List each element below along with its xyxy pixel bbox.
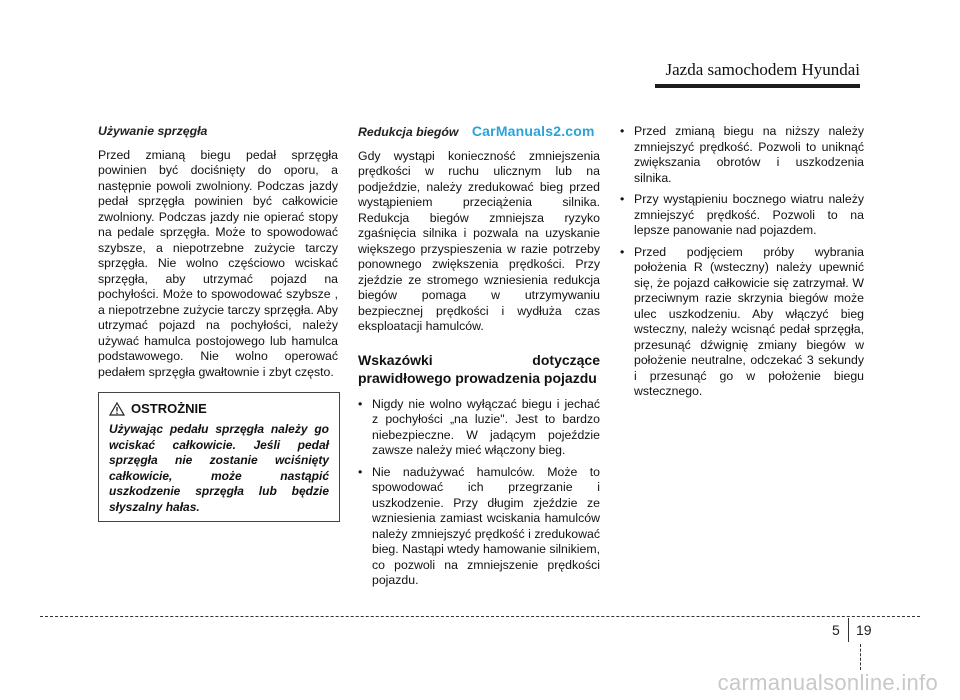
downshift-subhead-row xyxy=(358,124,600,141)
downshift-subhead: Redukcja biegów xyxy=(358,125,459,139)
left-column xyxy=(98,124,338,380)
bullet-icon: • xyxy=(620,124,625,138)
page-vertical-dash xyxy=(860,644,861,670)
list-item: • Nie nadużywać hamulców. Może to spowodować ich przegrzanie i uszkodzenie. Przy długim zjeździe ze wzniesienia zamiast wciskania hamulców należy zmniejszyć prędkość i zredukować bieg. Nastąpi wtedy hamowanie silnikiem, co pozwoli na zmniejszenie prędkości pojazdu. xyxy=(358,464,600,587)
clutch-paragraph: Przed zmianą biegu pedał sprzęgła powinien być dociśnięty do oporu, a następnie powoli zwolniony. Podczas jazdy pedał sprzęgła powinien być całkowicie zwolniony. Podczas jazdy nie opierać stopy na pedale sprzęgła. Może to spowodować szybsze, a niepotrzebne zużycie tarczy sprzęgła. Nie wolno częściowo wciskać sprzęgła, aby utrzymać pojazd na pochyłości. Może to spowodować szybsze , a niepotrzebne zużycie tarczy sprzęgła. Aby utrzymać pojazd na pochyłości, należy używać hamulca postojowego lub hamulca podstawowego. Nie wolno operować pedałem sprzęgła gwałtownie i zbyt często. xyxy=(98,147,338,379)
driving-tips-list xyxy=(358,397,600,589)
page-separator xyxy=(848,618,849,642)
footer-watermark[interactable]: carmanualsonline.info xyxy=(717,670,938,695)
caution-title: OSTROŻNIE xyxy=(131,401,207,416)
list-item: • Przed podjęciem próby wybrania położenia R (wsteczny) należy upewnić się, że pojazd całkowicie się zatrzymał. W przeciwnym razie skrzynia biegów może ulec uszkodzeniu. Aby włączyć bieg wsteczny, należy wcisnąć pedał sprzęgła, przesunąć dźwignię zmiany biegów w położenie neutralne, odczekać 3 sekundy i przesunąć go w położenie biegu wstecznego. xyxy=(620,244,864,398)
caution-header xyxy=(109,401,329,416)
list-item: • Nigdy nie wolno wyłączać biegu i jechać z pochyłości „na luzie". Jest to bardzo niebezpieczne. W jadącym pojeździe zawsze należy mieć włączony bieg. xyxy=(358,396,600,457)
warning-triangle-icon xyxy=(109,402,125,416)
footer-dashed-rule xyxy=(40,616,920,617)
caution-text: Używając pedału sprzęgła należy go wciskać całkowicie. Jeśli pedał sprzęgła nie zostanie wciśnięty całkowicie, może nastąpić uszkodzenie sprzęgła lub będzie słyszalny hałas. xyxy=(109,422,329,514)
bullet-icon: • xyxy=(620,244,625,259)
header-bar xyxy=(655,84,860,88)
right-tips-list xyxy=(620,124,864,400)
driving-tips-title: Wskazówki dotyczące prawidłowego prowadzenia pojazdu xyxy=(358,351,600,386)
clutch-subhead: Używanie sprzęgła xyxy=(98,124,208,138)
caution-box xyxy=(98,392,340,522)
list-item: • Przed zmianą biegu na niższy należy zmniejszyć prędkość. Pozwoli to uniknąć zwiększania obrotów i uszkodzenia silnika. xyxy=(620,124,864,185)
bullet-icon: • xyxy=(358,396,363,411)
middle-column xyxy=(358,124,600,595)
header-title: Jazda samochodem Hyundai xyxy=(665,60,860,79)
bullet-icon: • xyxy=(620,192,625,206)
bullet-icon: • xyxy=(358,464,363,479)
downshift-paragraph: Gdy wystąpi konieczność zmniejszenia prędkości w ruchu ulicznym lub na podjeździe, należy zredukować bieg przed wystąpieniem przeciążenia silnika. Redukcja biegów zmniejsza ryzyko zgaśnięcia silnika i pozwala na uzyskanie większego przyspieszenia w razie potrzeby ponownego zwiększenia prędkości. Przy zjeździe ze stromego wzniesienia redukcja biegów pomaga w utrzymywaniu bezpiecznej prędkości i wydłuża czas eksploatacji hamulców. xyxy=(358,148,600,333)
page-number: 19 xyxy=(856,622,872,638)
watermark-link[interactable]: CarManuals2.com xyxy=(471,123,595,139)
right-column xyxy=(620,124,864,406)
chapter-number: 5 xyxy=(832,622,840,638)
list-item: • Przy wystąpieniu bocznego wiatru należy zmniejszyć prędkość. Pozwoli to na lepsze panowanie nad pojazdem. xyxy=(620,192,864,237)
